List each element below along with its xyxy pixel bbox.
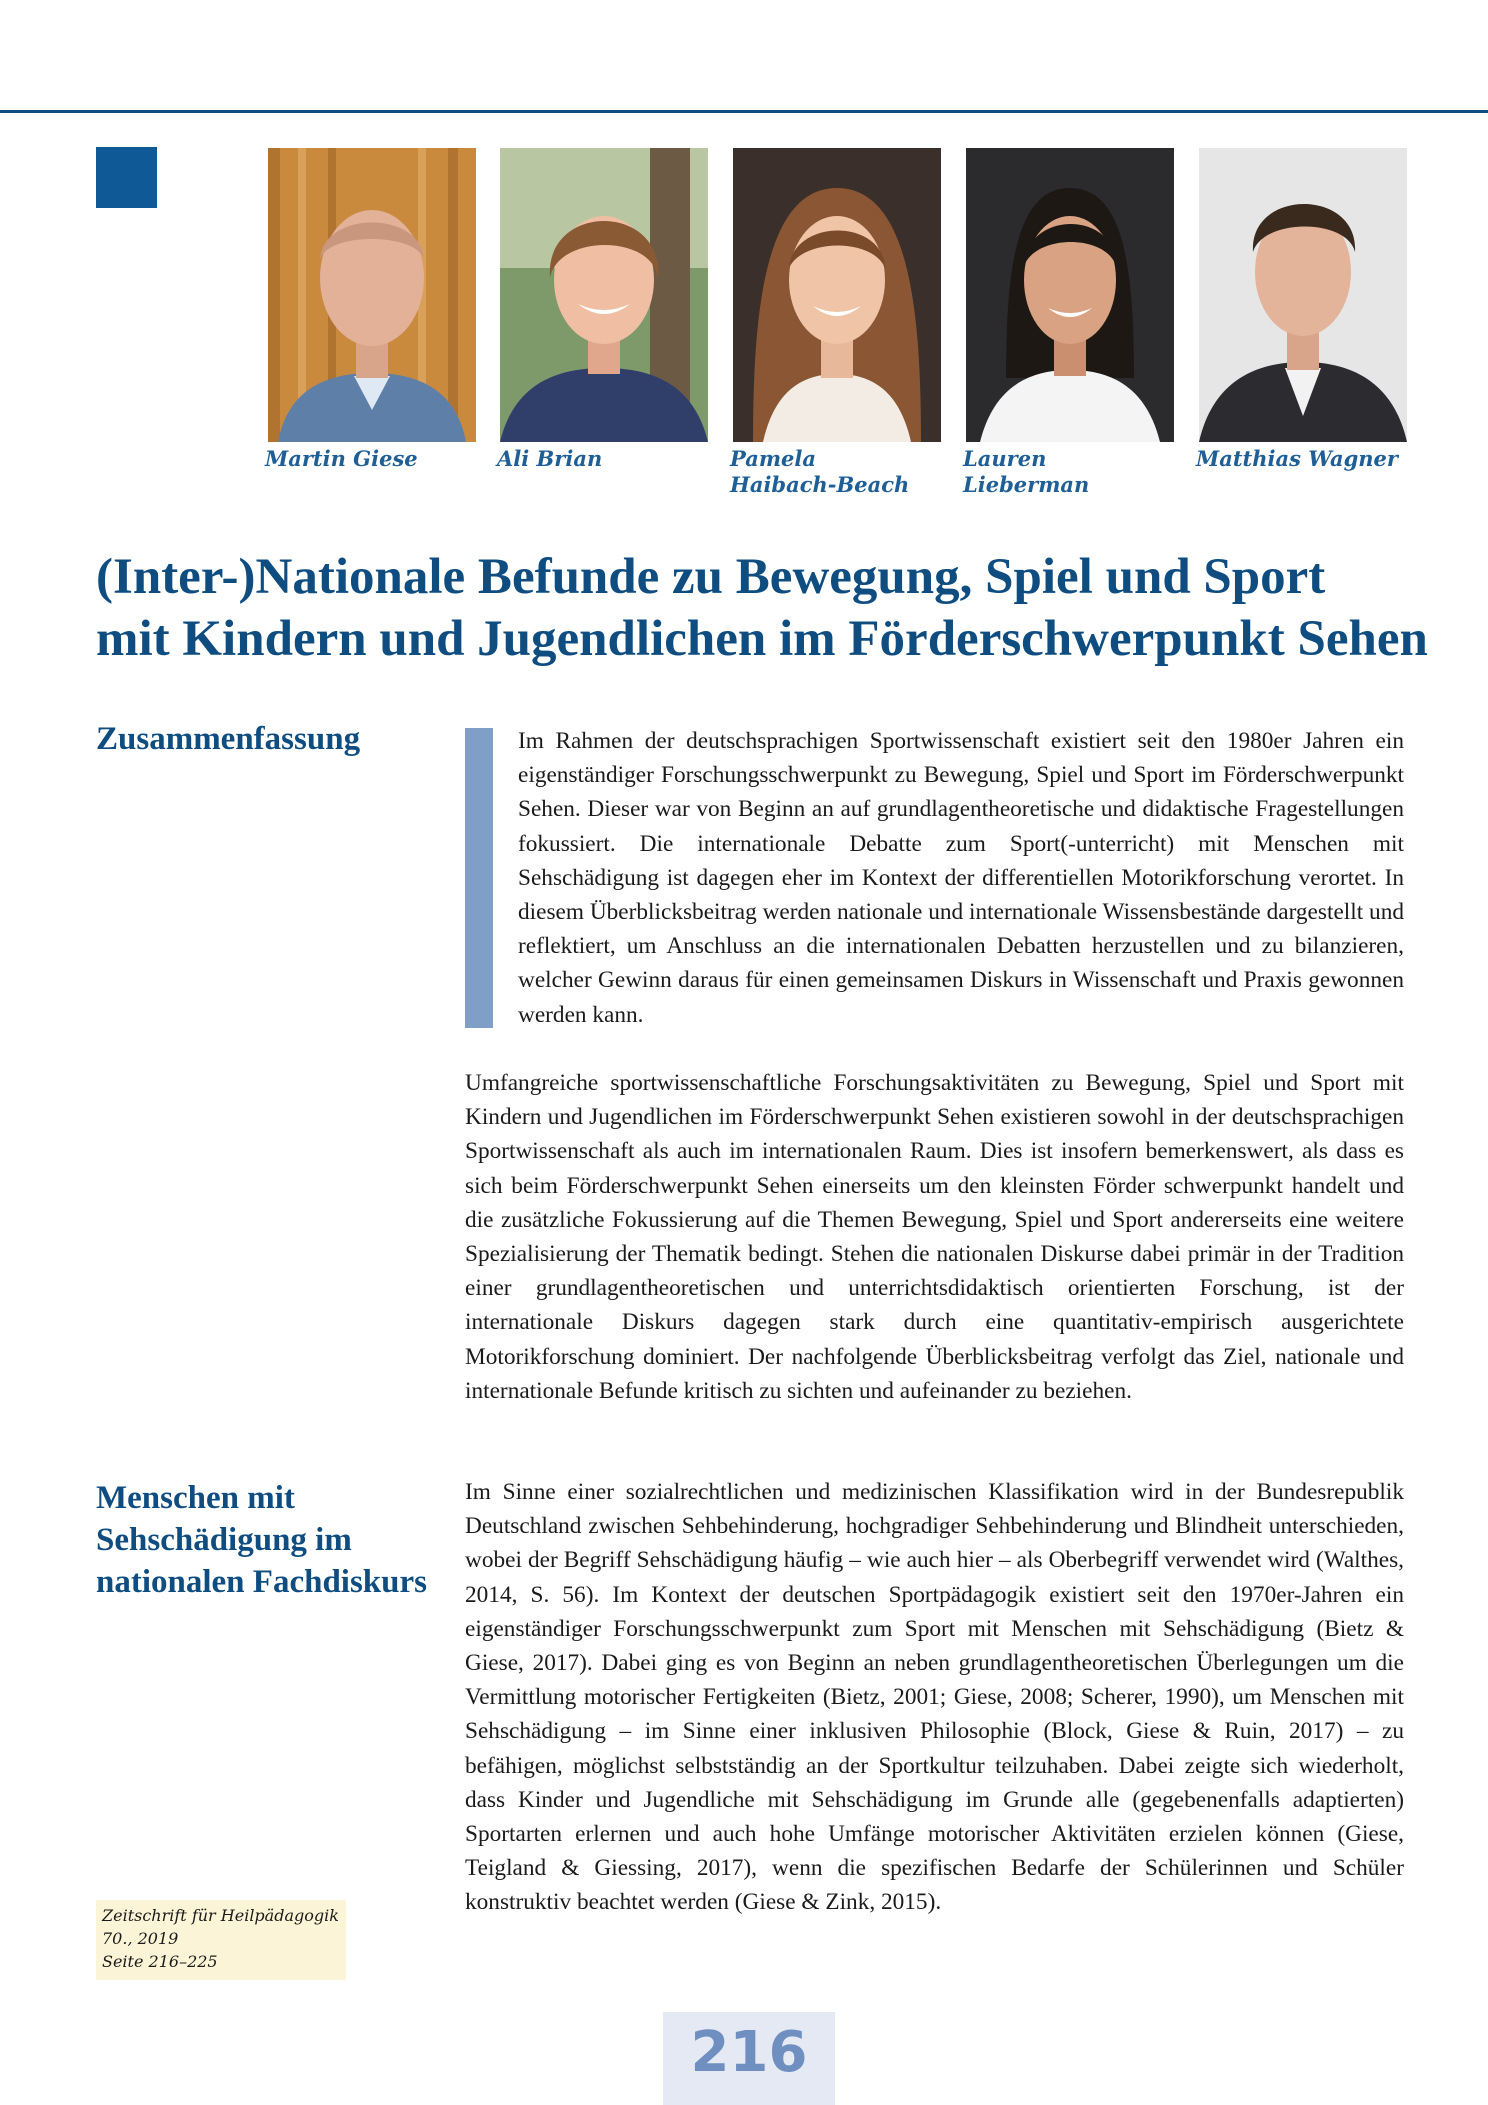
abstract-heading: Zusammenfassung bbox=[96, 721, 361, 757]
author-photo-martin-giese bbox=[268, 148, 476, 442]
author-photo-ali-brian bbox=[500, 148, 708, 442]
journal-citation-box bbox=[96, 1900, 346, 1980]
author-name-pamela-haibach-beach: Pamela Haibach-Beach bbox=[730, 446, 910, 497]
intro-paragraph: Umfangreiche sportwissenschaftliche Forschungsaktivitäten zu Bewegung, Spiel und Sport mit Kindern und Jugendlichen im Förderschwerpunkt Sehen existieren sowohl in der deutschsprachigen Sportwissenschaft als auch im internationalen Raum. Dies ist insofern bemerkenswert, als dass es sich beim Förderschwerpunkt Sehen einerseits um den kleinsten Förder schwerpunkt handelt und die zusätzliche Fokussierung auf die Themen Bewegung, Spiel und Sport andererseits eine weitere Spezialisierung der Thematik bedingt. Stehen die nationalen Diskurse dabei primär in der Tradition einer grundlagentheoretischen und unterrichtsdidaktisch orientierten Forschung, ist der internationale Diskurs dagegen stark durch eine quantitativ-empirisch ausgerichtete Motorikforschung dominiert. Der nachfolgende Überblicksbeitrag verfolgt das Ziel, nationale und internationale Befunde kritisch zu sichten und aufeinander zu beziehen. bbox=[465, 1070, 1404, 1404]
abstract-accent-bar bbox=[465, 728, 493, 1028]
top-rule bbox=[0, 110, 1488, 113]
author-photo-pamela-haibach-beach bbox=[733, 148, 941, 442]
author-photo-matthias-wagner bbox=[1199, 148, 1407, 442]
section-paragraph: Im Sinne einer sozialrechtlichen und medizinischen Klassifikation wird in der Bundesrepublik Deutschland zwischen Sehbehinderung, hochgradiger Sehbehinderung und Blindheit unterschieden, wobei der Begriff Sehschädigung häufig – wie auch hier – als Oberbegriff verwendet wird (Walthes, 2014, S. 56). Im Kontext der deutschen Sportpädagogik existiert seit den 1970er-Jahren ein eigenständiger Forschungsschwerpunkt zum Sport mit Menschen mit Sehschädigung (Bietz & Giese, 2017). Dabei ging es von Beginn an neben grundlagentheoretischen Überlegungen um die Vermittlung motorischer Fertigkeiten (Bietz, 2001; Giese, 2008; Scherer, 1990), um Menschen mit Sehschädigung – im Sinne einer inklusiven Philosophie (Block, Giese & Ruin, 2017) – zu befähigen, möglichst selbstständig an der Sportkultur teilzuhaben. Dabei zeigte sich wiederholt, dass Kinder und Jugendliche mit Sehschädigung im Grunde alle (gegebenenfalls adaptierten) Sportarten erlernen und auch hohe Umfänge motorischer Aktivitäten erzielen können (Giese, Teigland & Giessing, 2017), wenn die spezifischen Bedarfe der Schülerinnen und Schüler konstruktiv beachtet werden (Giese & Zink, 2015). bbox=[465, 1479, 1404, 1916]
article-title-line-1: (Inter-)Nationale Befunde zu Bewegung, Spiel und Sport bbox=[96, 549, 1326, 605]
article-title bbox=[96, 546, 1426, 670]
journal-volume: 70., 2019 bbox=[102, 1929, 179, 1948]
corner-square-marker bbox=[96, 147, 157, 208]
author-name-lauren-lieberman: Lauren Lieberman bbox=[963, 446, 1090, 497]
author-photo-lauren-lieberman bbox=[966, 148, 1174, 442]
journal-name: Zeitschrift für Heilpädagogik bbox=[102, 1906, 339, 1925]
author-name-ali-brian: Ali Brian bbox=[497, 446, 603, 471]
author-name-martin-giese: Martin Giese bbox=[265, 446, 418, 471]
abstract-text: Im Rahmen der deutschsprachigen Sportwissenschaft existiert seit den 1980er Jahren ein eigenständiger Forschungsschwerpunkt zu Bewegung, Spiel und Sport im Förderschwerpunkt Sehen. Dieser war von Beginn an auf grundlagentheoretische und didaktische Fragestellungen fokussiert. Die internationale Debatte zum Sport(-unterricht) mit Menschen mit Sehschädigung ist dagegen eher im Kontext der differentiellen Motorikforschung verortet. In diesem Überblicksbeitrag werden nationale und internationale Wissensbestände dargestellt und reflektiert, um Anschluss an die internationalen Debatten herzustellen und zu bilanzieren, welcher Gewinn daraus für einen gemeinsamen Diskurs in Wissenschaft und Praxis gewonnen werden kann. bbox=[518, 728, 1404, 1028]
journal-pages: Seite 216–225 bbox=[102, 1952, 218, 1971]
author-name-matthias-wagner: Matthias Wagner bbox=[1196, 446, 1398, 471]
article-title-line-2: mit Kindern und Jugendlichen im Förderschwerpunkt Sehen bbox=[96, 611, 1428, 667]
section-heading-national-discourse: Menschen mit Sehschädigung im nationalen Fachdiskurs bbox=[96, 1480, 427, 1600]
page-number: 216 bbox=[663, 2012, 835, 2105]
